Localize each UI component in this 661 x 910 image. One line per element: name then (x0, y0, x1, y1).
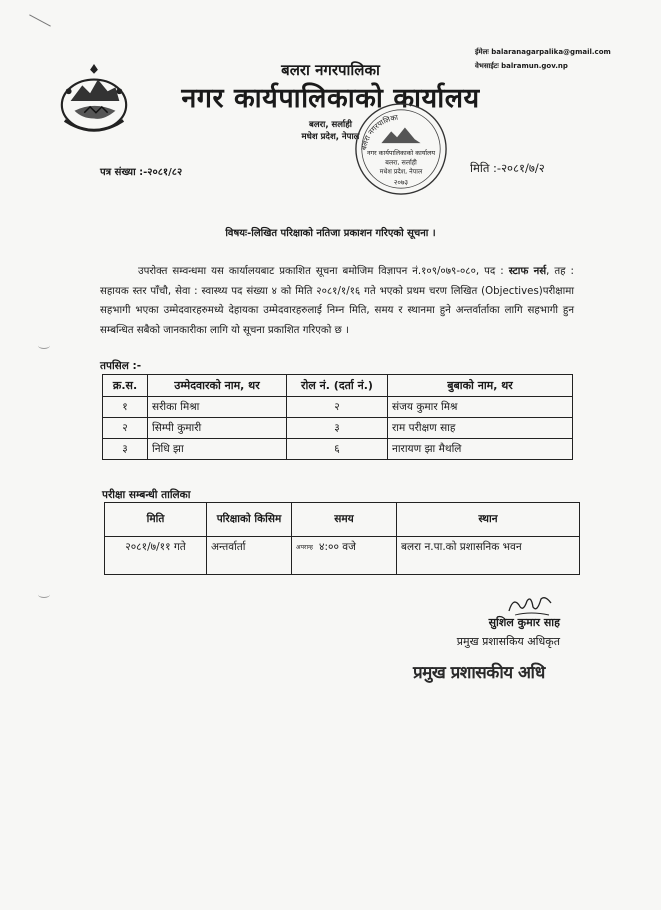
cell-exam-type: अन्तर्वार्ता (207, 537, 292, 575)
cell-roll-no: ३ (287, 418, 388, 439)
cell-roll-no: ६ (287, 439, 388, 460)
designation-seal-stamp: प्रमुख प्रशासकीय अधि (413, 663, 545, 683)
schedule-title: परीक्षा सम्बन्धी तालिका (102, 489, 191, 501)
address-line-2: मधेश प्रदेश, नेपाल (301, 132, 360, 142)
stamp-text-line-2: नगर कार्यपालिकाको कार्यालय (366, 148, 436, 157)
table-row (103, 397, 573, 418)
post-name: स्टाफ नर्स (508, 266, 547, 277)
cell-candidate-name: सिम्पी कुमारी (148, 418, 287, 439)
cell-serial: २ (103, 418, 148, 439)
punch-hole-mark (38, 591, 50, 598)
cell-candidate-name: सरीका मिश्रा (148, 397, 287, 418)
schedule-table (104, 502, 580, 575)
body-part-2: , तह : सहायक स्तर पाँचौ, सेवा : स्वास्थ्य पद संख्या ४ को मिति २०८१/१/१६ गते भएको प्रथम चरण लिखित (Objectives)परीक्षामा सहभागी भएका उम्मेदवारहरुमध्ये देहायका उम्मेदवारहरुलाई निम्न मिति, समय र स्थानमा हुने अन्तर्वार्ताका लागि सहभागी हुन सम्बन्धित सबैको जानकारीका लागि यो सूचना प्रकाशित गरिएको छ । (100, 266, 574, 336)
municipality-name: बलरा नगरपालिका (281, 61, 380, 79)
candidates-table (102, 374, 573, 460)
signer-name: सुशिल कुमार साह (488, 616, 560, 629)
cell-exam-venue: बलरा न.पा.को प्रशासनिक भवन (397, 537, 580, 575)
stamp-text-line-4: मधेश प्रदेश, नेपाल (379, 167, 423, 176)
address-line-1: बलरा, सर्लाही (309, 120, 352, 130)
table-row (103, 418, 573, 439)
punch-hole-mark (38, 342, 50, 349)
col-header-father-name: बुबाको नाम, थर (388, 375, 573, 397)
scan-artifact (29, 14, 51, 26)
col-header-time: समय (292, 503, 397, 537)
notice-body (100, 262, 574, 340)
table-row (105, 537, 580, 575)
table-header-row (105, 503, 580, 537)
cell-serial: १ (103, 397, 148, 418)
cell-roll-no: २ (287, 397, 388, 418)
cell-father-name: नारायण झा मैथलि (388, 439, 573, 460)
col-header-serial: क्र.स. (103, 375, 148, 397)
stamp-mountain-icon (381, 127, 420, 143)
stamp-text-line-3: बलरा, सर्लाही (385, 158, 417, 167)
letter-date: मिति :-२०८१/७/२ (470, 161, 545, 175)
subject-line: विषयः-लिखित परिक्षाको नतिजा प्रकाशन गरिएको सूचना । (225, 228, 436, 239)
svg-text:बलरा नगरपालिका (359, 113, 399, 151)
col-header-venue: स्थान (397, 503, 580, 537)
table-row (103, 439, 573, 460)
cell-candidate-name: निधि झा (148, 439, 287, 460)
stamp-year: २०७३ (393, 178, 409, 187)
cell-serial: ३ (103, 439, 148, 460)
stamp-text-line-1: बलरा नगरपालिका (359, 112, 399, 151)
body-part-1: उपरोक्त सम्वन्धमा यस कार्यालयबाट प्रकाशित सूचना बमोजिम विज्ञापन नं.१०९/०७९-०८०, पद : (138, 266, 509, 277)
col-header-candidate-name: उम्मेदवारको नाम, थर (148, 375, 287, 397)
col-header-exam-type: परिक्षाको किसिम (207, 503, 292, 537)
time-prefix: अपरान्ह (296, 544, 313, 551)
office-stamp (352, 100, 450, 198)
office-name: नगर कार्यपालिकाको कार्यालय (181, 83, 480, 114)
cell-father-name: राम परीक्षण साह (388, 418, 573, 439)
table-header-row (103, 375, 573, 397)
annex-label: तपसिल :- (100, 360, 142, 372)
col-header-roll-no: रोल नं. (दर्ता नं.) (287, 375, 388, 397)
col-header-date: मिति (105, 503, 207, 537)
office-email: ईमेलः balaranagarpalika@gmail.com (475, 48, 611, 56)
cell-father-name: संजय कुमार मिश्र (388, 397, 573, 418)
time-value: ४:०० वजे (318, 541, 356, 553)
reference-number: पत्र संख्या :-२०८१/८२ (100, 167, 183, 178)
cell-exam-time (292, 537, 397, 575)
cell-exam-date: २०८१/७/११ गते (105, 537, 207, 575)
office-website: वेभसाईटः balramun.gov.np (475, 62, 568, 70)
signer-designation: प्रमुख प्रशासकिय अधिकृत (456, 635, 560, 648)
